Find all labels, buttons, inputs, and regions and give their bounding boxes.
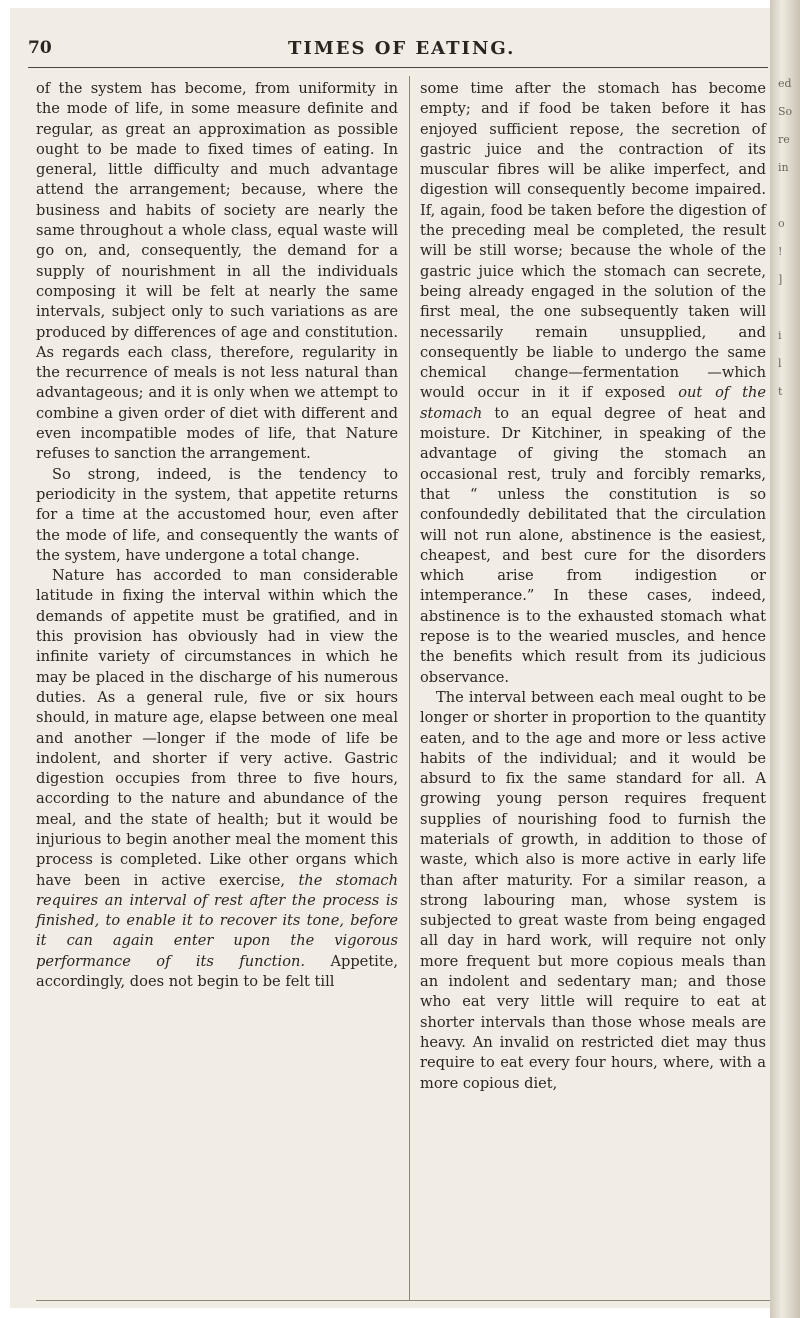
italic-passage: the stomach requires an interval of rest after the process is finished, to enable it to recover its tone, before it can again enter upon the vigorous performance of its function. — [36, 871, 398, 970]
column-divider — [409, 76, 410, 1301]
paragraph: of the system has become, from uniformity in the mode of life, in some measure definite and regular, as great an approximation as possible ought to be made to fixed times of eating. In general, little difficulty and much advantage attend the arrangement; because, where the business and habits of society are nearly the same throughout a whole class, equal waste will go on, and, consequently, the demand for a supply of nourishment in all the individuals composing it will be felt at nearly the same intervals, subject only to such variations as are produced by differences of age and constitution. As regards each class, therefore, regularity in the recurrence of meals is not less natural than advantageous; and it is only when we attempt to combine a given order of diet with different and even incompatible modes of life, that Nature refuses to sanction the arrangement. — [36, 80, 398, 463]
page-header — [28, 38, 768, 68]
left-column — [36, 79, 398, 992]
paragraph: So strong, indeed, is the tendency to periodicity in the system, that appetite returns for a time at the accustomed hour, even after the mode of life, and consequently the wants of the system, have undergone a total change. — [36, 465, 398, 564]
right-column — [420, 79, 766, 1094]
paragraph — [36, 566, 398, 992]
bottom-rule — [36, 1300, 770, 1301]
italic-passage: out of the stomach — [420, 384, 766, 422]
paragraph-text: some time after the stomach has become empty; and if food be taken before it has enjoyed sufficient repose, the secretion of gastric juice and the contraction of its muscular fibres will be alike imperfect, and digestion will consequently become impaired. If, again, food be taken before the digestion of the preceding meal be completed, the result will be still worse; because the whole of the gastric juice which the stomach can secrete, being already engaged in the solution of the first meal, the one subsequently taken will necessarily remain unsupplied, and consequently be liable to undergo the same chemical change—fermentation —which would occur in it if exposed — [420, 80, 766, 402]
paragraph — [420, 79, 766, 688]
running-title: TIMES OF EATING. — [288, 38, 516, 59]
facing-page-fragments: ed So re in o ! ] i l t — [778, 77, 793, 398]
paragraph-text: Appetite, accordingly, does not begin to be felt till — [36, 952, 398, 991]
paragraph: The interval between each meal ought to be longer or shorter in proportion to the quantity eaten, and to the age and more or less active habits of the individual; and it would be absurd to fix the same standard for all. A growing young person requires frequent supplies of nourishing food to furnish the materials of growth, in addition to those of waste, which also is more active in early life than after maturity. For a similar reason, a strong labouring man, whose system is subjected to great waste from being engaged all day in hard work, will require not only more frequent but more copious meals than an indolent and sedentary man; and those who eat very little will require to eat at shorter intervals than those whose meals are heavy. An invalid on restricted diet may thus require to eat every four hours, where, with a more copious diet, — [420, 688, 766, 1092]
paragraph-text: to an equal degree of heat and moisture. Dr Kitchiner, in speaking of the advantage of giving the stomach an occasional rest, truly and forcibly remarks, that “ unless the constitution is so confoundedly debilitated that the circulation will not run alone, abstinence is the easiest, cheapest, and best cure for the disorders which arise from indigestion or intemperance.” In these cases, indeed, abstinence is to the exhausted stomach what repose is to the wearied muscles, and hence the benefits which result from its judicious observance. — [420, 404, 766, 686]
page-number: 70 — [28, 38, 52, 58]
paragraph-text: Nature has accorded to man considerable latitude in fixing the interval within which the demands of appetite must be gratified, and in this provision has obviously had in view the infinite variety of circumstances in which he may be placed in the discharge of his numerous duties. As a general rule, five or six hours should, in mature age, elapse between one meal and another —longer if the mode of life be indolent, and shorter if very active. Gastric digestion occupies from three to five hours, according to the nature and abundance of the meal, and the state of health; but it would be injurious to begin another meal the moment this process is completed. Like other organs which have been in active exercise, — [36, 567, 398, 889]
header-rule — [28, 67, 768, 68]
